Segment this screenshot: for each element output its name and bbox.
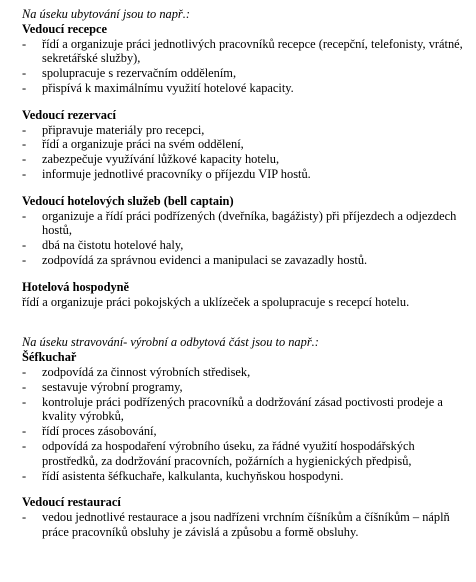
item-text: organizuje a řídí práci podřízených (dveřníka, bagážisty) při příjezdech a odjezdech hostů, (42, 208, 457, 238)
section-title: Vedoucí recepce (22, 21, 107, 36)
list-item: - připravuje materiály pro recepci, (22, 122, 205, 137)
section-head-chef (22, 350, 466, 483)
list-item: - řídí asistenta šéfkuchaře, kalkulanta, kuchyňskou hospodyni. (22, 468, 344, 483)
section-reservations-manager (22, 108, 466, 182)
duty-list (22, 209, 466, 268)
section-title: Hotelová hospodyně (22, 279, 130, 294)
duty-list (22, 510, 466, 540)
list-item: - dbá na čistotu hotelové haly, (22, 238, 184, 253)
section-text: řídí a organizuje práci pokojských a uklízeček a spolupracuje s recepcí hotelu. (22, 294, 410, 309)
section-housekeeper (22, 280, 466, 310)
list-item: - vedou jednotlivé restaurace a jsou nadřízeni vrchním číšníkům a číšníkům – náplň práce pracovníků obsluhy je závislá a způsobu a formě obsluhy. (22, 510, 450, 539)
item-text: zabezpečuje využívání lůžkové kapacity hotelu, (42, 152, 280, 167)
item-text: přispívá k maximálnímu využití hotelové kapacity. (42, 80, 294, 95)
item-text: sestavuje výrobní programy, (42, 379, 183, 394)
list-item: - zodpovídá za činnost výrobních středisek, (22, 364, 251, 379)
section-title: Vedoucí rezervací (22, 107, 116, 122)
list-item: - zabezpečuje využívání lůžkové kapacity hotelu, (22, 152, 280, 167)
item-text: zodpovídá za správnou evidenci a manipulaci se zavazadly hostů. (42, 252, 368, 267)
section-restaurant-manager (22, 495, 466, 539)
list-item: - kontroluje práci podřízených pracovníků a dodržování zásad poctivosti prodeje a kvality výrobků, (22, 394, 443, 424)
section-title: Šéfkuchař (22, 350, 77, 365)
list-item: - řídí a organizuje práci jednotlivých pracovníků recepce (recepční, telefonisty, vrátné, sekretářské služby), (22, 36, 463, 66)
item-text: řídí asistenta šéfkuchaře, kalkulanta, kuchyňskou hospodyni. (42, 468, 344, 483)
duty-list (22, 365, 466, 483)
list-item: - řídí proces zásobování, (22, 424, 157, 439)
list-item: - organizuje a řídí práci podřízených (dveřníka, bagážisty) při příjezdech a odjezdech hostů, (22, 208, 457, 238)
item-text: řídí a organizuje práci jednotlivých pracovníků recepce (recepční, telefonisty, vrátné, sekretářské služby), (42, 36, 463, 66)
duty-list (22, 37, 466, 96)
list-item: - informuje jednotlivé pracovníky o příjezdu VIP hostů. (22, 166, 311, 181)
item-text: řídí proces zásobování, (42, 424, 157, 439)
duty-list (22, 123, 466, 182)
section-title: Vedoucí restaurací (22, 495, 121, 510)
list-item: - spolupracuje s rezervačním oddělením, (22, 66, 237, 81)
item-text: zodpovídá za činnost výrobních středisek, (42, 364, 251, 379)
item-text: připravuje materiály pro recepci, (42, 122, 205, 137)
list-item: - odpovídá za hospodaření výrobního úseku, za řádné využití hospodářských prostředků, za dodržování pracovních, požárních a hygienických předpisů, (22, 438, 415, 468)
catering-intro: Na úseku stravování- výrobní a odbytová část jsou to např.: (22, 335, 319, 350)
section-reception-manager (22, 22, 466, 96)
accommodation-intro: Na úseku ubytování jsou to např.: (22, 7, 190, 21)
list-item: - přispívá k maximálnímu využití hotelové kapacity. (22, 80, 294, 95)
list-item: - zodpovídá za správnou evidenci a manipulaci se zavazadly hostů. (22, 252, 368, 267)
section-bell-captain (22, 194, 466, 268)
item-text: informuje jednotlivé pracovníky o příjezdu VIP hostů. (42, 166, 311, 181)
item-text: spolupracuje s rezervačním oddělením, (42, 66, 237, 81)
section-title: Vedoucí hotelových služeb (bell captain) (22, 193, 234, 208)
item-text: dbá na čistotu hotelové haly, (42, 238, 184, 253)
item-text: kontroluje práci podřízených pracovníků a dodržování zásad poctivosti prodeje a kvality výrobků, (42, 394, 443, 424)
item-text: vedou jednotlivé restaurace a jsou nadřízeni vrchním číšníkům a číšníkům – náplň práce pracovníků obsluhy je závislá a způsobu a formě obsluhy. (42, 510, 450, 539)
list-item: - řídí a organizuje práci na svém oddělení, (22, 137, 244, 152)
item-text: odpovídá za hospodaření výrobního úseku, za řádné využití hospodářských prostředků, za dodržování pracovních, požárních a hygienických předpisů, (42, 438, 415, 468)
item-text: řídí a organizuje práci na svém oddělení, (42, 137, 244, 152)
list-item: - sestavuje výrobní programy, (22, 379, 183, 394)
